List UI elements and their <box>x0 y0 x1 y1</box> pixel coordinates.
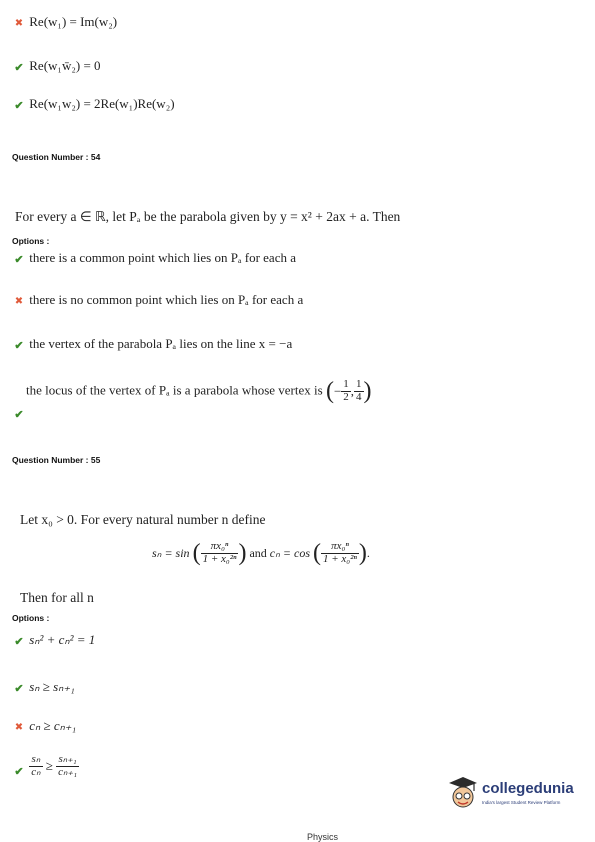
q55-option-3: ✖ cₙ ≥ cₙ₊₁ <box>12 718 76 734</box>
q55-option-4: ✔ $\frac{\text{sₙ}}{\text{cₙ}}$ ≥ $\frac{\text{sₙ₊₁}}{\text{cₙ₊₁}}$ <box>12 754 79 778</box>
question-text: For every a ∈ ℝ, let Pₐ be the parabola given by y = x² + 2ax + a. Then <box>15 209 401 224</box>
q54-option-2: ✖ there is no common point which lies on Pₐ for each a <box>12 292 303 308</box>
q54-option-4-mark <box>12 404 26 423</box>
question-label: Question Number : 55 <box>12 455 101 465</box>
fraction: $\frac{\text{sₙ₊₁}}{\text{cₙ₊₁}}$ <box>58 753 78 778</box>
check-icon: ✔ <box>14 99 24 112</box>
question-label: Question Number : 54 <box>12 152 101 162</box>
fraction: $\frac{1}{4}$ <box>356 378 362 403</box>
check-icon: ✔ <box>14 61 24 74</box>
check-icon: ✔ <box>14 253 24 266</box>
q55-option-2: ✔ sₙ ≥ sₙ₊₁ <box>12 679 75 695</box>
cross-icon: ✖ <box>14 721 24 733</box>
q53-option-2: ✔ Re(w₁w̄₂) = 0 <box>12 58 101 74</box>
sequence-definition: sₙ = sin ( $\frac{\text{πx₀ⁿ}}{\text{1 + x₀²ⁿ}}$ ) and cₙ = cos ( $\frac{\text{πx₀ⁿ}}{\text{1 + x₀²ⁿ}}$ ). <box>152 540 370 566</box>
q54-option-1: ✔ there is a common point which lies on Pₐ for each a <box>12 250 296 266</box>
logo-name: collegedunia <box>482 780 574 797</box>
q54-option-3: ✔ the vertex of the parabola Pₐ lies on the line x = −a <box>12 336 292 352</box>
options-label: Options : <box>12 613 50 623</box>
fraction: $\frac{1}{2}$ <box>343 378 349 403</box>
check-icon: ✔ <box>14 339 24 352</box>
q53-option-3: ✔ Re(w₁w₂) = 2Re(w₁)Re(w₂) <box>12 96 175 112</box>
page-footer: Physics <box>307 832 339 842</box>
q55-option-1: ✔ sₙ² + cₙ² = 1 <box>12 632 95 648</box>
check-icon: ✔ <box>14 635 24 648</box>
cross-icon: ✖ <box>14 295 24 307</box>
collegedunia-logo <box>448 776 578 812</box>
options-label: Options : <box>12 236 50 246</box>
fraction: $\frac{\text{πx₀ⁿ}}{\text{1 + x₀²ⁿ}}$ <box>323 540 357 565</box>
logo-tagline: India's largest Student Review Platform <box>482 800 561 805</box>
then-text: Then for all n <box>20 590 94 605</box>
logo-mascot-icon <box>448 776 478 810</box>
fraction: $\frac{\text{πx₀ⁿ}}{\text{1 + x₀²ⁿ}}$ <box>202 540 237 565</box>
check-icon: ✔ <box>14 408 24 421</box>
fraction: $\frac{\text{sₙ}}{\text{cₙ}}$ <box>31 753 41 778</box>
question-text: Let x₀ > 0. For every natural number n define <box>20 512 266 527</box>
check-icon: ✔ <box>14 682 24 695</box>
check-icon: ✔ <box>14 766 24 779</box>
cross-icon: ✖ <box>14 17 24 29</box>
q53-option-1: ✖ Re(w₁) = Im(w₂) <box>12 14 117 30</box>
q54-option-4: the locus of the vertex of Pₐ is a parabola whose vertex is (− $\frac{1}{2}$ , $\frac{1}{4}$ ) <box>26 378 372 404</box>
